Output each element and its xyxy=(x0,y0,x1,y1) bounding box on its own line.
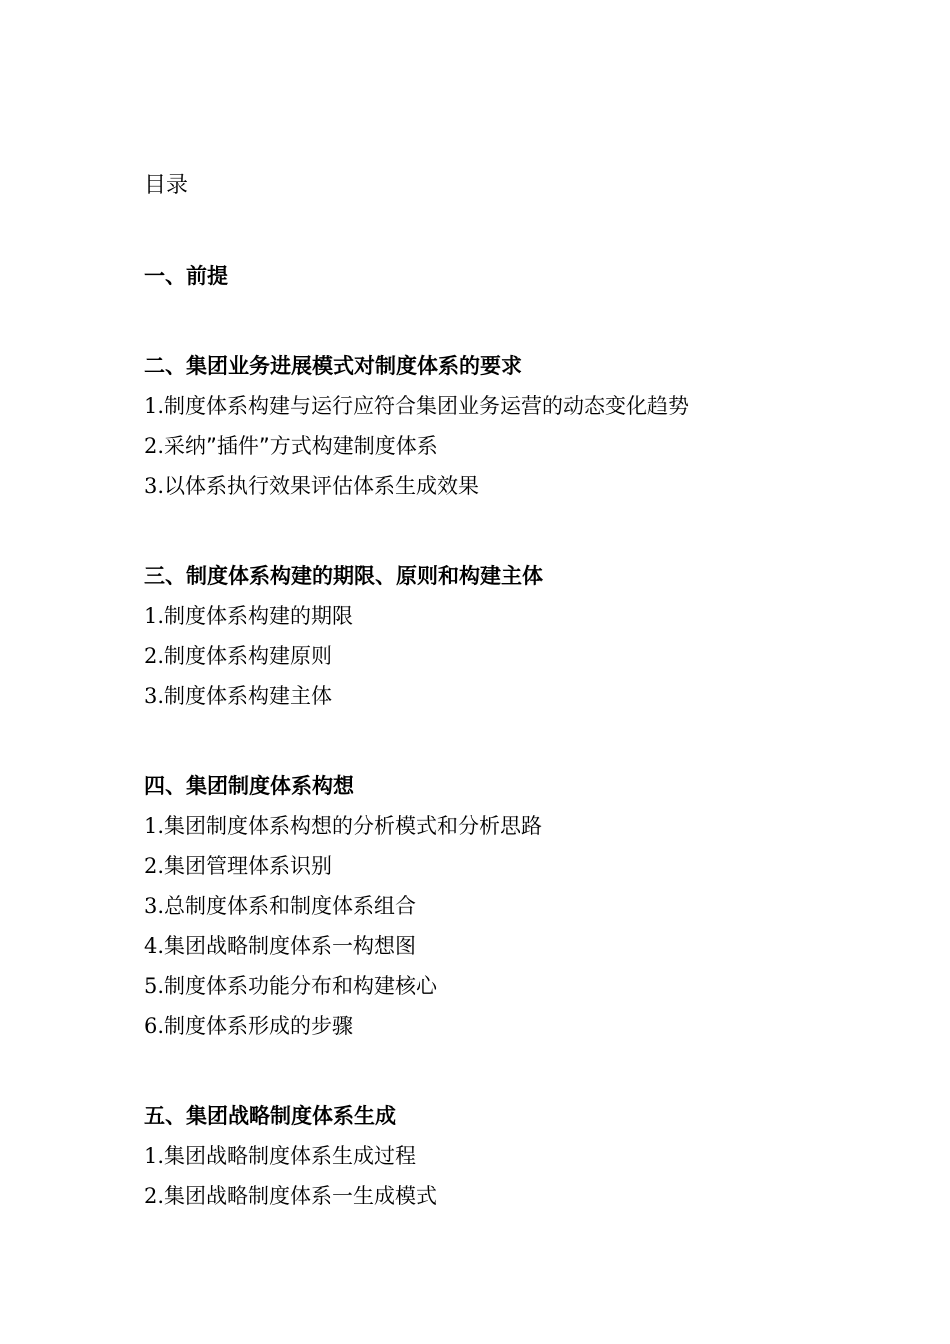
item-text: 总制度体系和制度体系组合 xyxy=(164,894,417,918)
item-number: 4. xyxy=(144,934,165,958)
item-number: 2. xyxy=(144,1184,165,1208)
toc-item[interactable] xyxy=(144,596,543,636)
toc-item[interactable] xyxy=(144,886,542,926)
item-number: 1. xyxy=(144,1144,165,1168)
toc-section-4 xyxy=(144,766,542,1046)
item-text: 集团战略制度体系一构想图 xyxy=(164,934,417,958)
item-number: 5. xyxy=(144,974,165,998)
toc-item[interactable] xyxy=(144,466,689,506)
toc-item[interactable] xyxy=(144,386,689,426)
section-heading[interactable]: 一、前提 xyxy=(144,264,228,288)
item-text: 制度体系功能分布和构建核心 xyxy=(164,974,438,998)
toc-item[interactable] xyxy=(144,1006,542,1046)
item-number: 3. xyxy=(144,684,165,708)
item-text: 集团制度体系构想的分析模式和分析思路 xyxy=(164,814,543,838)
item-number: 2. xyxy=(144,644,165,668)
toc-title: 目录 xyxy=(144,173,189,198)
item-text: 采纳”插件”方式构建制度体系 xyxy=(164,434,438,458)
item-text: 集团战略制度体系生成过程 xyxy=(164,1144,417,1168)
item-text: 制度体系构建与运行应符合集团业务运营的动态变化趋势 xyxy=(164,394,690,418)
toc-section-3 xyxy=(144,556,543,716)
item-text: 制度体系形成的步骤 xyxy=(164,1014,354,1038)
toc-item[interactable] xyxy=(144,676,543,716)
toc-item[interactable] xyxy=(144,1136,437,1176)
section-heading[interactable]: 五、集团战略制度体系生成 xyxy=(144,1104,396,1128)
item-text: 制度体系构建主体 xyxy=(164,684,333,708)
toc-section-5 xyxy=(144,1096,437,1216)
item-number: 1. xyxy=(144,604,165,628)
item-text: 制度体系构建原则 xyxy=(164,644,333,668)
item-number: 3. xyxy=(144,894,165,918)
toc-section-1 xyxy=(144,256,228,296)
item-number: 1. xyxy=(144,814,165,838)
toc-item[interactable] xyxy=(144,806,542,846)
item-number: 2. xyxy=(144,434,165,458)
item-number: 2. xyxy=(144,854,165,878)
toc-item[interactable] xyxy=(144,966,542,1006)
toc-item[interactable] xyxy=(144,1176,437,1216)
section-heading[interactable]: 三、制度体系构建的期限、原则和构建主体 xyxy=(144,564,543,588)
item-text: 集团管理体系识别 xyxy=(164,854,333,878)
item-text: 制度体系构建的期限 xyxy=(164,604,354,628)
item-number: 1. xyxy=(144,394,165,418)
toc-item[interactable] xyxy=(144,926,542,966)
section-heading[interactable]: 二、集团业务进展模式对制度体系的要求 xyxy=(144,354,522,378)
toc-item[interactable] xyxy=(144,636,543,676)
toc-item[interactable] xyxy=(144,426,689,466)
toc-section-2 xyxy=(144,346,689,506)
item-text: 集团战略制度体系一生成模式 xyxy=(164,1184,438,1208)
item-number: 3. xyxy=(144,474,165,498)
section-heading[interactable]: 四、集团制度体系构想 xyxy=(144,774,354,798)
toc-item[interactable] xyxy=(144,846,542,886)
item-text: 以体系执行效果评估体系生成效果 xyxy=(164,474,480,498)
item-number: 6. xyxy=(144,1014,165,1038)
